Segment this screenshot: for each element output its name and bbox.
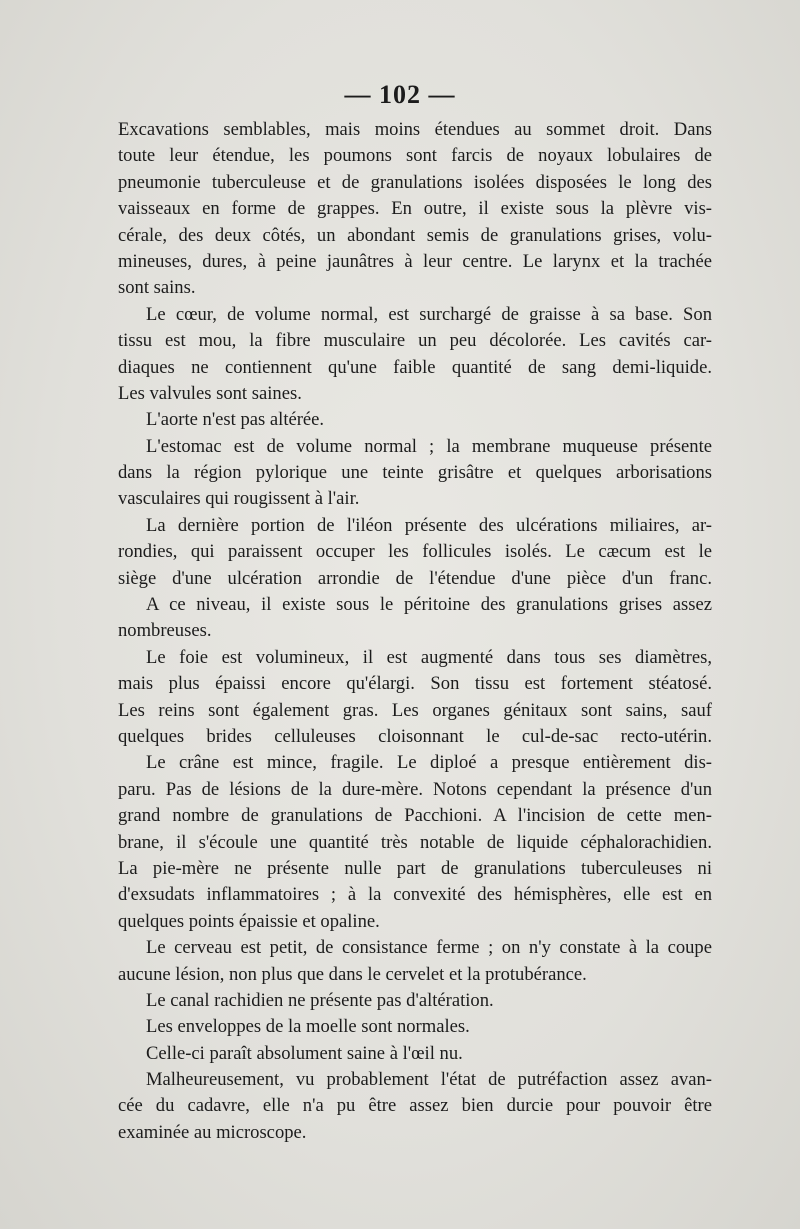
text-line: Le canal rachidien ne présente pas d'altération. [146, 989, 494, 1011]
page-number: — 102 — [344, 80, 456, 109]
text-line: toute leur étendue, les poumons sont farcis de noyaux lobulaires de [118, 145, 712, 167]
text-line: Les enveloppes de la moelle sont normales. [146, 1016, 470, 1038]
text-line: Les reins sont également gras. Les organes génitaux sont sains, sauf [118, 699, 712, 721]
text-line: tissu est mou, la fibre musculaire un peu décolorée. Les cavités car- [118, 330, 712, 352]
text-line: Le crâne est mince, fragile. Le diploé a presque entièrement dis- [146, 752, 712, 774]
text-line: Le cœur, de volume normal, est surchargé de graisse à sa base. Son [146, 303, 712, 325]
text-line: Le foie est volumineux, il est augmenté dans tous ses diamètres, [146, 646, 712, 668]
text-line: aucune lésion, non plus que dans le cervelet et la protubérance. [118, 963, 587, 985]
text-line: d'exsudats inflammatoires ; à la convexité des hémisphères, elle est en [118, 884, 712, 906]
text-line: A ce niveau, il existe sous le péritoine des granulations grises assez [146, 594, 712, 616]
text-line: vasculaires qui rougissent à l'air. [118, 488, 360, 510]
text-line: mineuses, dures, à peine jaunâtres à leur centre. Le larynx et la trachée [118, 250, 712, 272]
text-line: Le cerveau est petit, de consistance ferme ; on n'y constate à la coupe [146, 937, 712, 959]
text-line: dans la région pylorique une teinte grisâtre et quelques arborisations [118, 462, 712, 484]
text-line: Les valvules sont saines. [118, 382, 302, 404]
text-line: L'aorte n'est pas altérée. [146, 409, 325, 431]
text-line: diaques ne contiennent qu'une faible quantité de sang demi-liquide. [118, 356, 712, 378]
text-line: La pie-mère ne présente nulle part de granulations tuberculeuses ni [118, 857, 712, 879]
text-line: mais plus épaissi encore qu'élargi. Son tissu est fortement stéatosé. [118, 673, 712, 695]
text-line: paru. Pas de lésions de la dure-mère. Notons cependant la présence d'un [118, 778, 712, 800]
text-line: nombreuses. [118, 620, 212, 642]
text-line: cée du cadavre, elle n'a pu être assez bien durcie pour pouvoir être [118, 1095, 712, 1117]
page-body [118, 117, 712, 1146]
text-line: La dernière portion de l'iléon présente des ulcérations miliaires, ar- [146, 514, 712, 536]
text-line: L'estomac est de volume normal ; la membrane muqueuse présente [146, 435, 712, 457]
text-line: Excavations semblables, mais moins étendues au sommet droit. Dans [118, 119, 712, 140]
text-line: pneumonie tuberculeuse et de granulations isolées disposées le long des [118, 171, 712, 193]
text-line: cérale, des deux côtés, un abondant semis de granulations grises, volu- [118, 224, 712, 246]
text-line: sont sains. [118, 277, 196, 299]
text-line: grand nombre de granulations de Pacchioni. A l'incision de cette men- [118, 805, 712, 827]
text-line: Malheureusement, vu probablement l'état de putréfaction assez avan- [146, 1069, 712, 1091]
text-line: vaisseaux en forme de grappes. En outre, il existe sous la plèvre vis- [118, 198, 712, 220]
text-line: examinée au microscope. [118, 1121, 307, 1143]
text-line: siège d'une ulcération arrondie de l'étendue d'une pièce d'un franc. [118, 567, 712, 589]
text-line: quelques brides celluleuses cloisonnant le cul-de-sac recto-utérin. [118, 725, 712, 747]
text-line: quelques points épaissie et opaline. [118, 910, 380, 932]
text-line: rondies, qui paraissent occuper les follicules isolés. Le cæcum est le [118, 541, 712, 563]
text-line: brane, il s'écoule une quantité très notable de liquide céphalorachidien. [118, 831, 712, 853]
text-line: Celle-ci paraît absolument saine à l'œil nu. [146, 1042, 463, 1064]
